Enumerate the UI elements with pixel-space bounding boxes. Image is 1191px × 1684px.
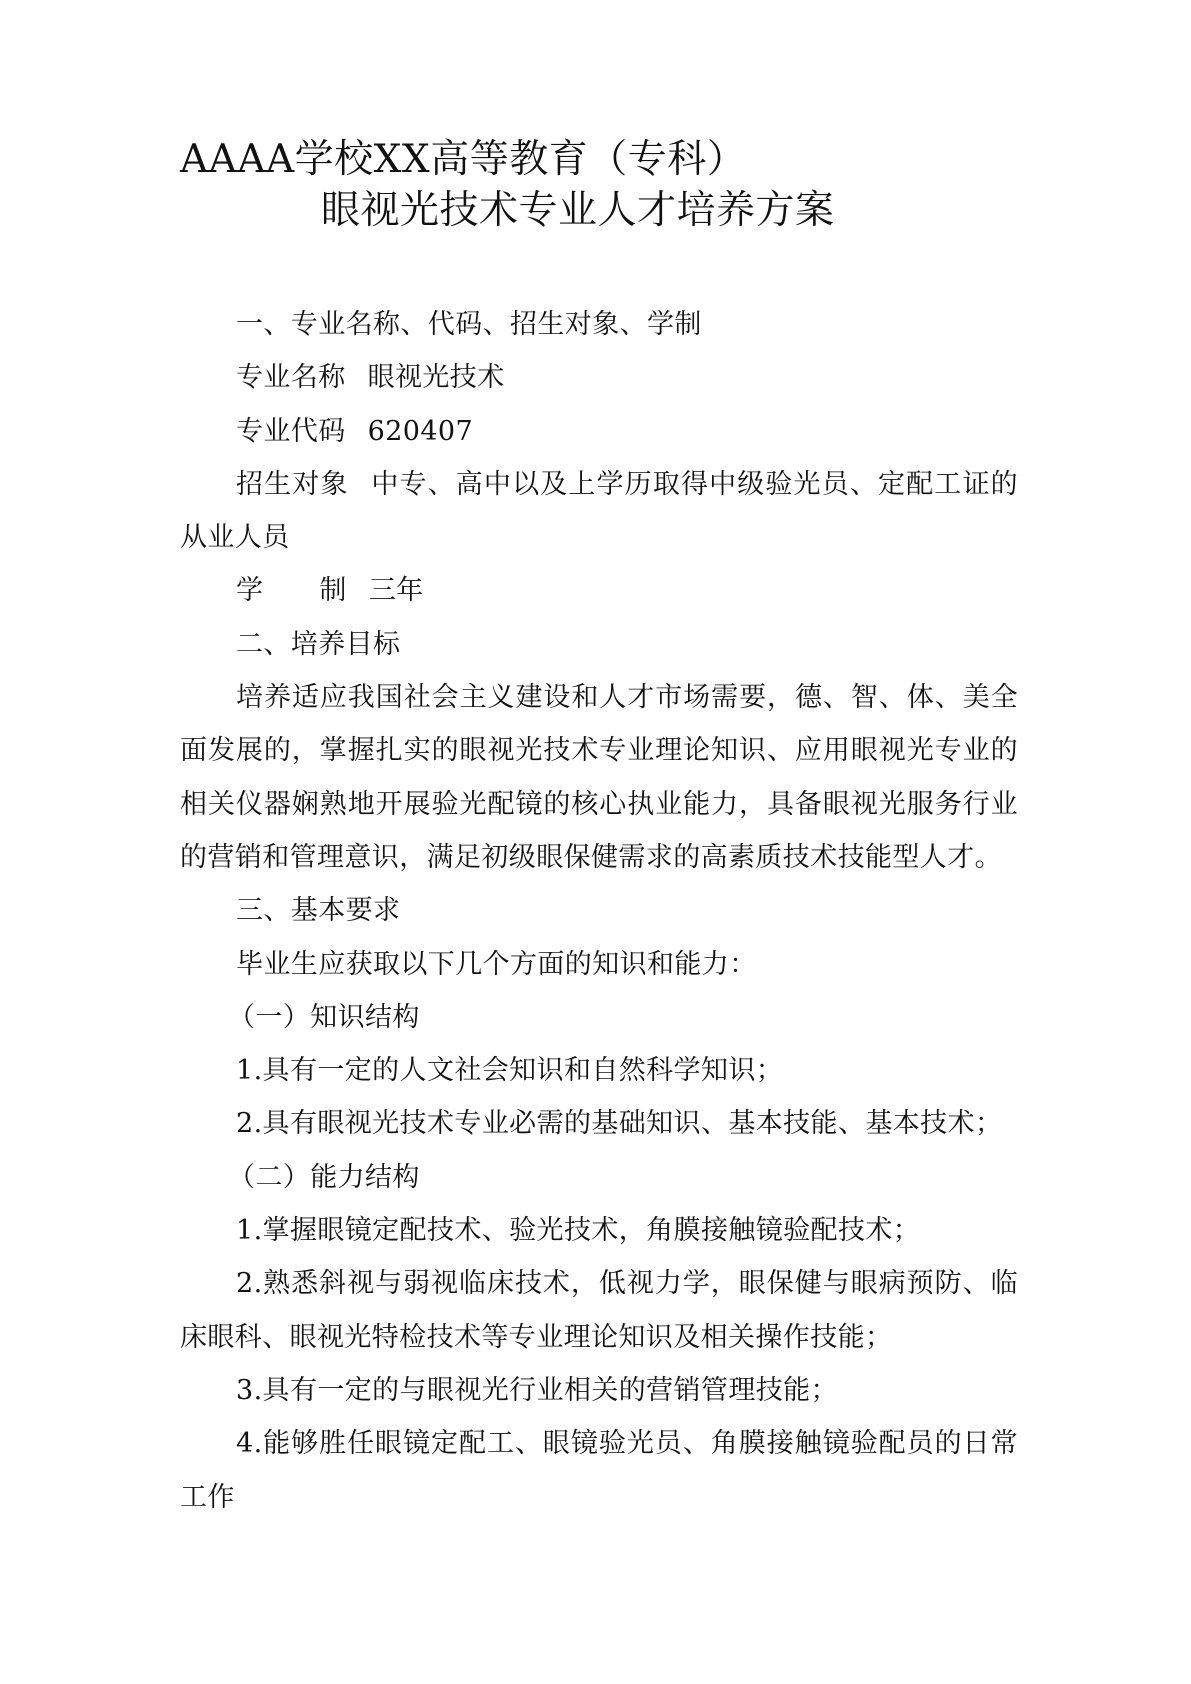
program-name-label: 专业名称 bbox=[236, 362, 346, 394]
section-heading-1: 一、专业名称、代码、招生对象、学制 bbox=[236, 309, 702, 340]
duration-label-first: 学 bbox=[236, 575, 264, 607]
ability-item: 2.熟悉斜视与弱视临床技术，低视力学，眼保健与眼病预防、临床眼科、眼视光特检技术等专业理论知识及相关操作技能； bbox=[180, 1268, 1018, 1353]
section-heading-3: 三、基本要求 bbox=[236, 895, 401, 927]
program-name-value: 眼视光技术 bbox=[367, 362, 505, 394]
duration-label-second: 制 bbox=[319, 575, 347, 607]
training-objective-paragraph: 培养适应我国社会主义建设和人才市场需要，德、智、体、美全面发展的，掌握扎实的眼视光技术专业理论知识、应用眼视光专业的相关仪器娴熟地开展验光配镜的核心执业能力，具备眼视光服务行业的营销和管理意识，满足初级眼保健需求的高素质技术技能型人才。 bbox=[180, 682, 1018, 873]
program-code-row bbox=[180, 405, 1018, 458]
requirements-intro: 毕业生应获取以下几个方面的知识和能力： bbox=[236, 948, 757, 980]
enrollment-target-value: 中专、高中以及上学历取得中级验光员、定配工证的从业人员 bbox=[180, 468, 1018, 554]
program-code-label: 专业代码 bbox=[236, 415, 346, 447]
knowledge-item: 1.具有一定的人文社会知识和自然科学知识； bbox=[236, 1055, 784, 1087]
document-title-line-1: AAAA学校XX高等教育（专科） bbox=[180, 137, 747, 182]
section-heading-2: 二、培养目标 bbox=[236, 628, 401, 660]
ability-item: 4.能够胜任眼镜定配工、眼镜验光员、角膜接触镜验配员的日常工作 bbox=[180, 1428, 1018, 1513]
enrollment-target-label: 招生对象 bbox=[236, 468, 349, 500]
ability-structure-heading: （二）能力结构 bbox=[228, 1161, 420, 1193]
duration-value: 三年 bbox=[368, 575, 424, 607]
ability-item: 3.具有一定的与眼视光行业相关的营销管理技能； bbox=[236, 1374, 838, 1406]
document-body bbox=[180, 298, 1018, 1524]
enrollment-target-row bbox=[180, 458, 1018, 565]
knowledge-structure-heading: （一）知识结构 bbox=[228, 1001, 420, 1033]
knowledge-item: 2.具有眼视光技术专业必需的基础知识、基本技能、基本技术； bbox=[236, 1108, 1003, 1140]
ability-item: 1.掌握眼镜定配技术、验光技术，角膜接触镜验配技术； bbox=[236, 1215, 921, 1247]
duration-row bbox=[180, 564, 1018, 617]
document-title-line-2: 眼视光技术专业人才培养方案 bbox=[321, 188, 835, 233]
program-code-value: 620407 bbox=[367, 415, 474, 447]
program-name-row bbox=[180, 351, 1018, 404]
